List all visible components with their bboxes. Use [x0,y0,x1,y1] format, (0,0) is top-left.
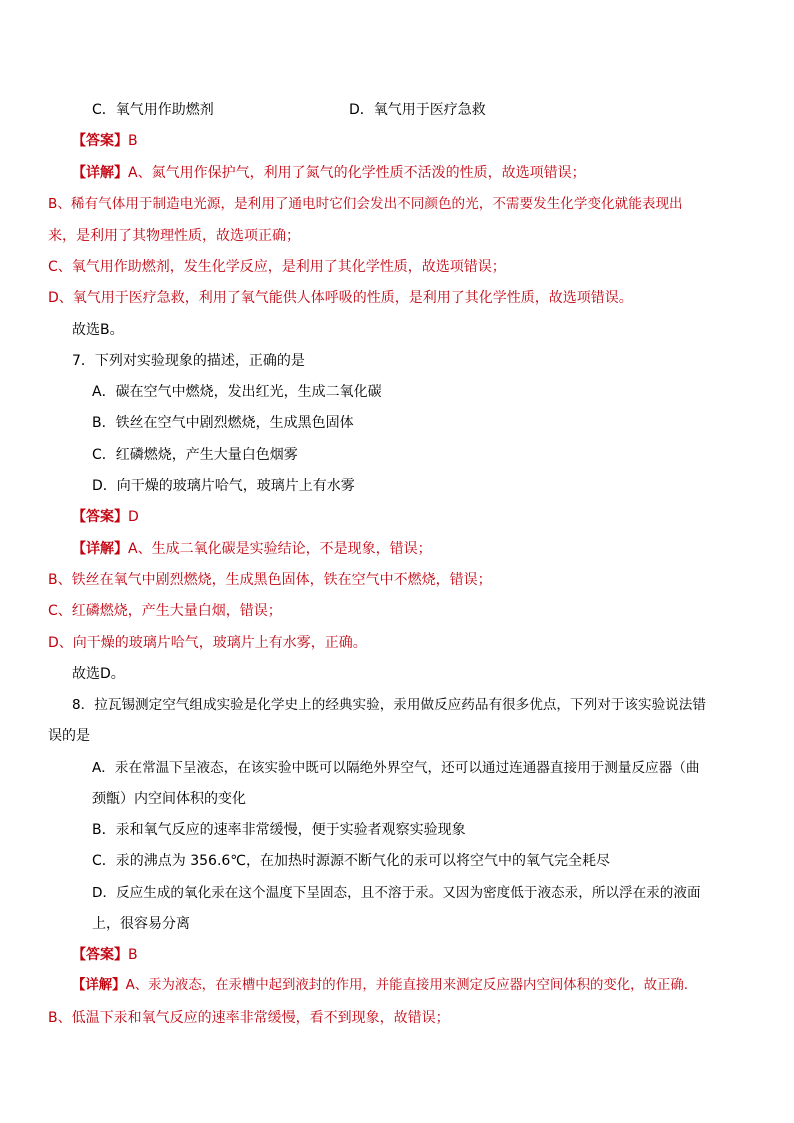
q6-answer-row [72,132,138,150]
q7-option-b: B．铁丝在空气中剧烈燃烧，生成黑色固体 [92,415,354,431]
q6-detail-b2: 来，是利用了其物理性质，故选项正确； [48,228,300,244]
q7-detail-a-row [72,540,432,558]
q8-option-a-1: A．汞在常温下呈液态，在该实验中既可以隔绝外界空气，还可以通过连通器直接用于测量反应器（曲 [92,760,700,776]
q6-detail-b1: B、稀有气体用于制造电光源，是利用了通电时它们会发出不同颜色的光，不需要发生化学变化就能表现出 [48,196,683,212]
q8-option-b: B．汞和氧气反应的速率非常缓慢，便于实验者观察实验现象 [92,822,466,838]
q8-detail-a: A、汞为液态，在汞槽中起到液封的作用，并能直接用来测定反应器内空间体积的变化，故正确. [125,978,688,993]
q8-detail-b: B、低温下汞和氧气反应的速率非常缓慢，看不到现象，故错误； [48,1010,450,1026]
q8-option-d-1: D．反应生成的氧化汞在这个温度下呈固态，且不溶于汞。又因为密度低于液态汞，所以浮在汞的液面 [92,885,701,901]
q7-conclusion: 故选D。 [72,666,125,682]
answer-label: 【答案】 [72,947,128,963]
q7-detail-c: C、红磷燃烧，产生大量白烟，错误； [48,603,282,619]
q6-conclusion: 故选B。 [72,322,124,338]
answer-label: 【答案】 [72,509,128,525]
q7-answer-row [72,508,139,526]
q7-option-d: D．向干燥的玻璃片哈气，玻璃片上有水雾 [92,478,355,494]
q8-question-1: 8．拉瓦锡测定空气组成实验是化学史上的经典实验，汞用做反应药品有很多优点，下列对于该实验说法错 [72,697,706,713]
detail-label: 【详解】 [72,978,126,993]
q6-option-c: C．氧气用作助燃剂 [92,102,214,118]
q6-detail-d: D、氧气用于医疗急救，利用了氧气能供人体呼吸的性质，是利用了其化学性质，故选项错误。 [48,290,633,306]
q8-detail-a-row [72,977,688,995]
q7-option-c: C．红磷燃烧，产生大量白色烟雾 [92,447,298,463]
q8-option-d-2: 上，很容易分离 [92,916,190,932]
q8-question-2: 误的是 [48,728,90,744]
q8-answer-row [72,946,138,964]
q8-option-c: C．汞的沸点为 356.6℃，在加热时源源不断气化的汞可以将空气中的氧气完全耗尽 [92,853,611,869]
q6-option-d: D．氧气用于医疗急救 [349,102,486,118]
answer-value: D [128,509,139,525]
q7-detail-b: B、铁丝在氧气中剧烈燃烧，生成黑色固体，铁在空气中不燃烧，错误； [48,572,492,588]
q7-option-a: A．碳在空气中燃烧，发出红光，生成二氧化碳 [92,384,382,400]
answer-label: 【答案】 [72,133,128,149]
q8-option-a-2: 颈甑）内空间体积的变化 [92,791,246,807]
q7-detail-d: D、向干燥的玻璃片哈气，玻璃片上有水雾，正确。 [48,635,367,651]
q6-detail-a: A、氮气用作保护气，利用了氮气的化学性质不活泼的性质，故选项错误； [128,165,586,181]
q6-detail-a-row [72,164,586,182]
q7-detail-a: A、生成二氧化碳是实验结论，不是现象，错误； [128,541,432,557]
answer-value: B [128,133,138,149]
answer-value: B [128,947,138,963]
q6-detail-c: C、氧气用作助燃剂，发生化学反应，是利用了其化学性质，故选项错误； [48,259,506,275]
detail-label: 【详解】 [72,165,128,181]
q7-question: 7．下列对实验现象的描述，正确的是 [72,353,305,369]
detail-label: 【详解】 [72,541,128,557]
